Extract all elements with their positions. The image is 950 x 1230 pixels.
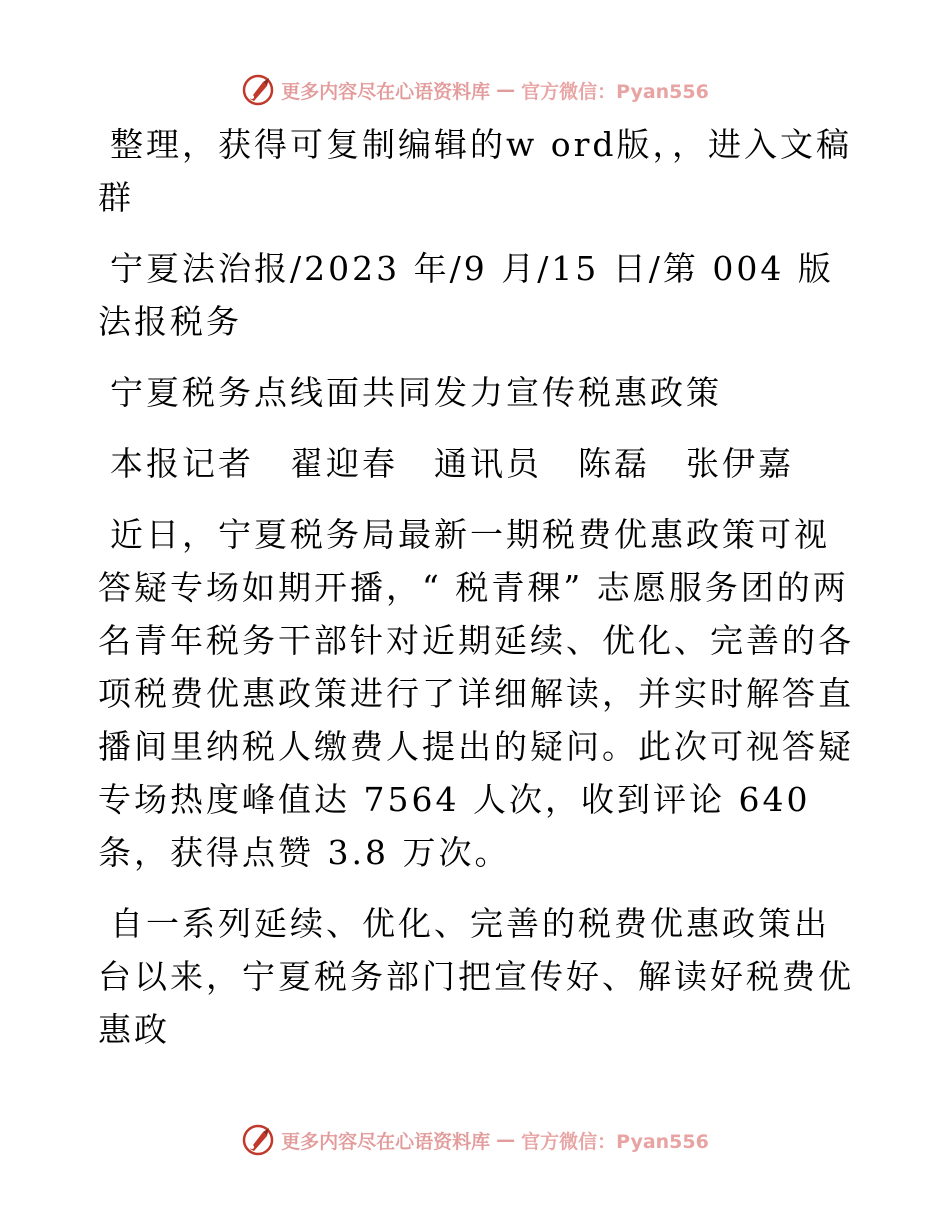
banner-text: 更多内容尽在心语资料库	[281, 80, 491, 103]
header-banner	[0, 70, 950, 110]
banner-dash: —	[496, 1129, 516, 1151]
intro-paragraph: 整理，获得可复制编辑的w ord版，，进入文稿群	[98, 125, 853, 217]
quill-pen-logo-icon	[241, 73, 275, 107]
document-body	[98, 118, 858, 1056]
body-paragraph: 近日，宁夏税务局最新一期税费优惠政策可视答疑专场如期开播，“ 税青稞” 志愿服务团的两名青年税务干部针对近期延续、优化、完善的各项税费优惠政策进行了详细解读，并实时解答直播间里纳税人缴费人提出的疑问。此次可视答疑专场热度峰值达 7564 人次，收到评论 640 条，获得点赞 3.8 万次。	[98, 515, 854, 872]
banner-text: 更多内容尽在心语资料库	[281, 1130, 491, 1153]
banner-wechat: 官方微信：Pyan556	[521, 80, 709, 103]
banner-dash: —	[496, 79, 516, 101]
body-paragraph: 自一系列延续、优化、完善的税费优惠政策出台以来，宁夏税务部门把宣传好、解读好税费优惠政	[98, 904, 854, 1049]
byline: 本报记者 翟迎春 通讯员 陈磊 张伊嘉	[110, 444, 794, 483]
article-title: 宁夏税务点线面共同发力宣传税惠政策	[110, 373, 722, 412]
banner-wechat: 官方微信：Pyan556	[521, 1130, 709, 1153]
source-line: 宁夏法治报/2023 年/9 月/15 日/第 004 版法报税务	[98, 249, 834, 341]
footer-banner	[0, 1120, 950, 1160]
quill-pen-logo-icon	[241, 1123, 275, 1157]
